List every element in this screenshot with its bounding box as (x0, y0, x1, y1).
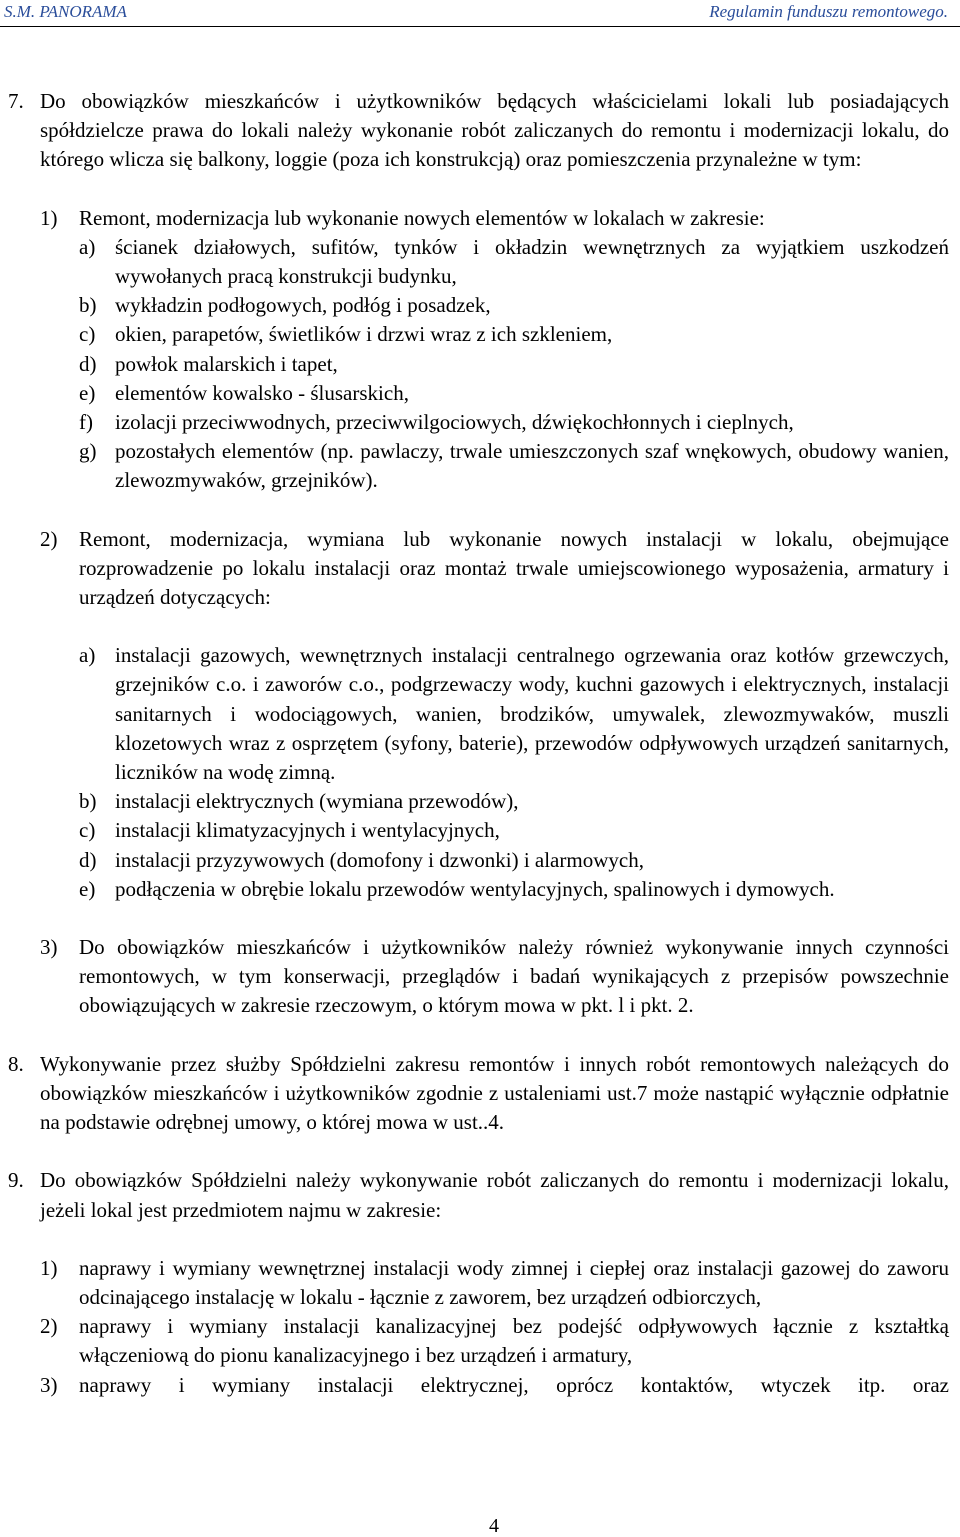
section-7-3-text: Do obowiązków mieszkańców i użytkowników należy również wykonywanie innych czynności remontowych, w tym konserwacji, przeglądów i badań wynikających z przepisów powszechnie obowiązujących w zakresie rzeczowym, o którym mowa w pkt. l i pkt. 2. (79, 935, 949, 1018)
section-9 (0, 1166, 960, 1224)
section-7-2-number: 2) (40, 526, 58, 551)
page-header (0, 0, 960, 27)
page-number: 4 (489, 1515, 499, 1537)
section-7-text: Do obowiązków mieszkańców i użytkowników będących właścicielami lokali lub posiadających spółdzielcze prawa do lokali należy wykonanie robót zaliczanych do remontu i modernizacji lokalu, do którego wlicza się balkony, loggie (poza ich konstrukcją) oraz pomieszczenia przynależne w tym: (40, 89, 949, 172)
section-9-number: 9. (8, 1168, 24, 1193)
section-7-1-number: 1) (40, 205, 58, 230)
section-7-1-g-number: g) (79, 439, 97, 464)
section-7-2-e-number: e) (79, 876, 96, 901)
section-7-1-g (0, 437, 960, 495)
section-7-number: 7. (8, 89, 24, 113)
section-7-1 (0, 204, 960, 233)
section-7-2-d-number: d) (79, 847, 97, 872)
section-7-2-d-text: instalacji przyzywowych (domofony i dzwonki) i alarmowych, (115, 847, 644, 872)
section-7-1-text: Remont, modernizacja lub wykonanie nowych elementów w lokalach w zakresie: (79, 205, 765, 230)
section-7-3-number: 3) (40, 935, 58, 960)
section-7-1-b-text: wykładzin podłogowych, podłóg i posadzek, (115, 293, 491, 318)
section-9-2-number: 2) (40, 1314, 58, 1339)
section-7-2-c-text: instalacji klimatyzacyjnych i wentylacyjnych, (115, 818, 500, 843)
section-9-2 (0, 1312, 960, 1370)
section-8-text: Wykonywanie przez służby Spółdzielni zakresu remontów i innych robót remontowych należących do obowiązków mieszkańców i użytkowników zgodnie z ustaleniami ust.7 może nastąpić wyłącznie odpłatnie na podstawie odrębnej umowy, o której mowa w ust..4. (40, 1051, 949, 1135)
section-7-1-c (0, 320, 960, 349)
section-7-2-text: Remont, modernizacja, wymiana lub wykonanie nowych instalacji w lokalu, obejmujące rozprowadzenie po lokalu instalacji oraz montaż trwale umiejscowionego wyposażenia, armatury i urządzeń dotyczących: (79, 526, 949, 610)
section-8-number: 8. (8, 1051, 24, 1076)
section-8 (0, 1050, 960, 1138)
section-7-2 (0, 525, 960, 613)
section-7-1-b (0, 291, 960, 320)
section-7-2-b (0, 787, 960, 816)
section-7-2-d (0, 846, 960, 875)
section-9-3-text: naprawy i wymiany instalacji elektrycznej, oprócz kontaktów, wtyczek itp. oraz (79, 1372, 949, 1397)
section-7-1-a-number: a) (79, 234, 96, 259)
section-7-1-d-text: powłok malarskich i tapet, (115, 351, 338, 376)
section-7-1-e-text: elementów kowalsko - ślusarskich, (115, 380, 409, 405)
section-7-2-c-number: c) (79, 818, 96, 843)
section-7-2-a-number: a) (79, 643, 96, 668)
section-7-1-e (0, 379, 960, 408)
section-7-1-b-number: b) (79, 293, 97, 318)
section-7-1-a (0, 233, 960, 291)
section-7-1-f-number: f) (79, 410, 93, 435)
section-7-1-f-text: izolacji przeciwwodnych, przeciwwilgociowych, dźwiękochłonnych i cieplnych, (115, 410, 794, 435)
document-body (0, 87, 960, 1400)
section-7-2-a (0, 641, 960, 787)
section-7-1-g-text: pozostałych elementów (np. pawlaczy, trwale umieszczonych szaf wnękowych, obudowy wanien, zlewozmywaków, grzejników). (115, 439, 949, 493)
header-org-name: S.M. PANORAMA (4, 2, 127, 21)
section-9-1-text: naprawy i wymiany wewnętrznej instalacji wody zimnej i ciepłej oraz instalacji gazowej do zaworu odcinającego instalację w lokalu - łącznie z zaworem, bez urządzeń odbiorczych, (79, 1255, 949, 1309)
section-7-1-a-text: ścianek działowych, sufitów, tynków i okładzin wewnętrznych za wyjątkiem uszkodzeń wywołanych pracą konstrukcji budynku, (115, 234, 949, 289)
section-7-2-b-text: instalacji elektrycznych (wymiana przewodów), (115, 789, 519, 814)
section-7-1-c-number: c) (79, 322, 96, 347)
section-7-1-d (0, 350, 960, 379)
section-9-text: Do obowiązków Spółdzielni należy wykonywanie robót zaliczanych do remontu i modernizacji lokalu, jeżeli lokal jest przedmiotem najmu w zakresie: (40, 1168, 949, 1222)
section-7-2-b-number: b) (79, 789, 97, 814)
section-7-1-e-number: e) (79, 380, 96, 405)
section-9-1-number: 1) (40, 1255, 58, 1280)
section-9-1 (0, 1254, 960, 1312)
section-9-2-text: naprawy i wymiany instalacji kanalizacyjnej bez podejść odpływowych łącznie z kształtką włączeniową do pionu kanalizacyjnego i bez urządzeń i armatury, (79, 1314, 949, 1368)
section-9-3 (0, 1371, 960, 1400)
section-7-2-c (0, 816, 960, 845)
section-7-2-a-text: instalacji gazowych, wewnętrznych instalacji centralnego ogrzewania oraz kotłów grzewczych, grzejników c.o. i zaworów c.o., podgrzewaczy wody, kuchni gazowych i elektrycznych, instalacji sanitarnych i wodociągowych, wanien, brodzików, umywalek, zlewozmywaków, muszli klozetowych wraz z osprzętem (syfony, baterie), przewodów odpływowych urządzeń sanitarnych, liczników na wodę zimną. (115, 643, 949, 785)
section-7-1-f (0, 408, 960, 437)
section-7-2-e (0, 875, 960, 904)
section-7-3 (0, 933, 960, 1021)
header-document-title: Regulamin funduszu remontowego. (709, 2, 948, 21)
section-9-3-number: 3) (40, 1372, 58, 1397)
section-7 (0, 87, 960, 175)
section-7-2-e-text: podłączenia w obrębie lokalu przewodów wentylacyjnych, spalinowych i dymowych. (115, 876, 835, 901)
section-7-1-c-text: okien, parapetów, świetlików i drzwi wraz z ich szkleniem, (115, 322, 613, 347)
section-7-1-d-number: d) (79, 351, 97, 376)
